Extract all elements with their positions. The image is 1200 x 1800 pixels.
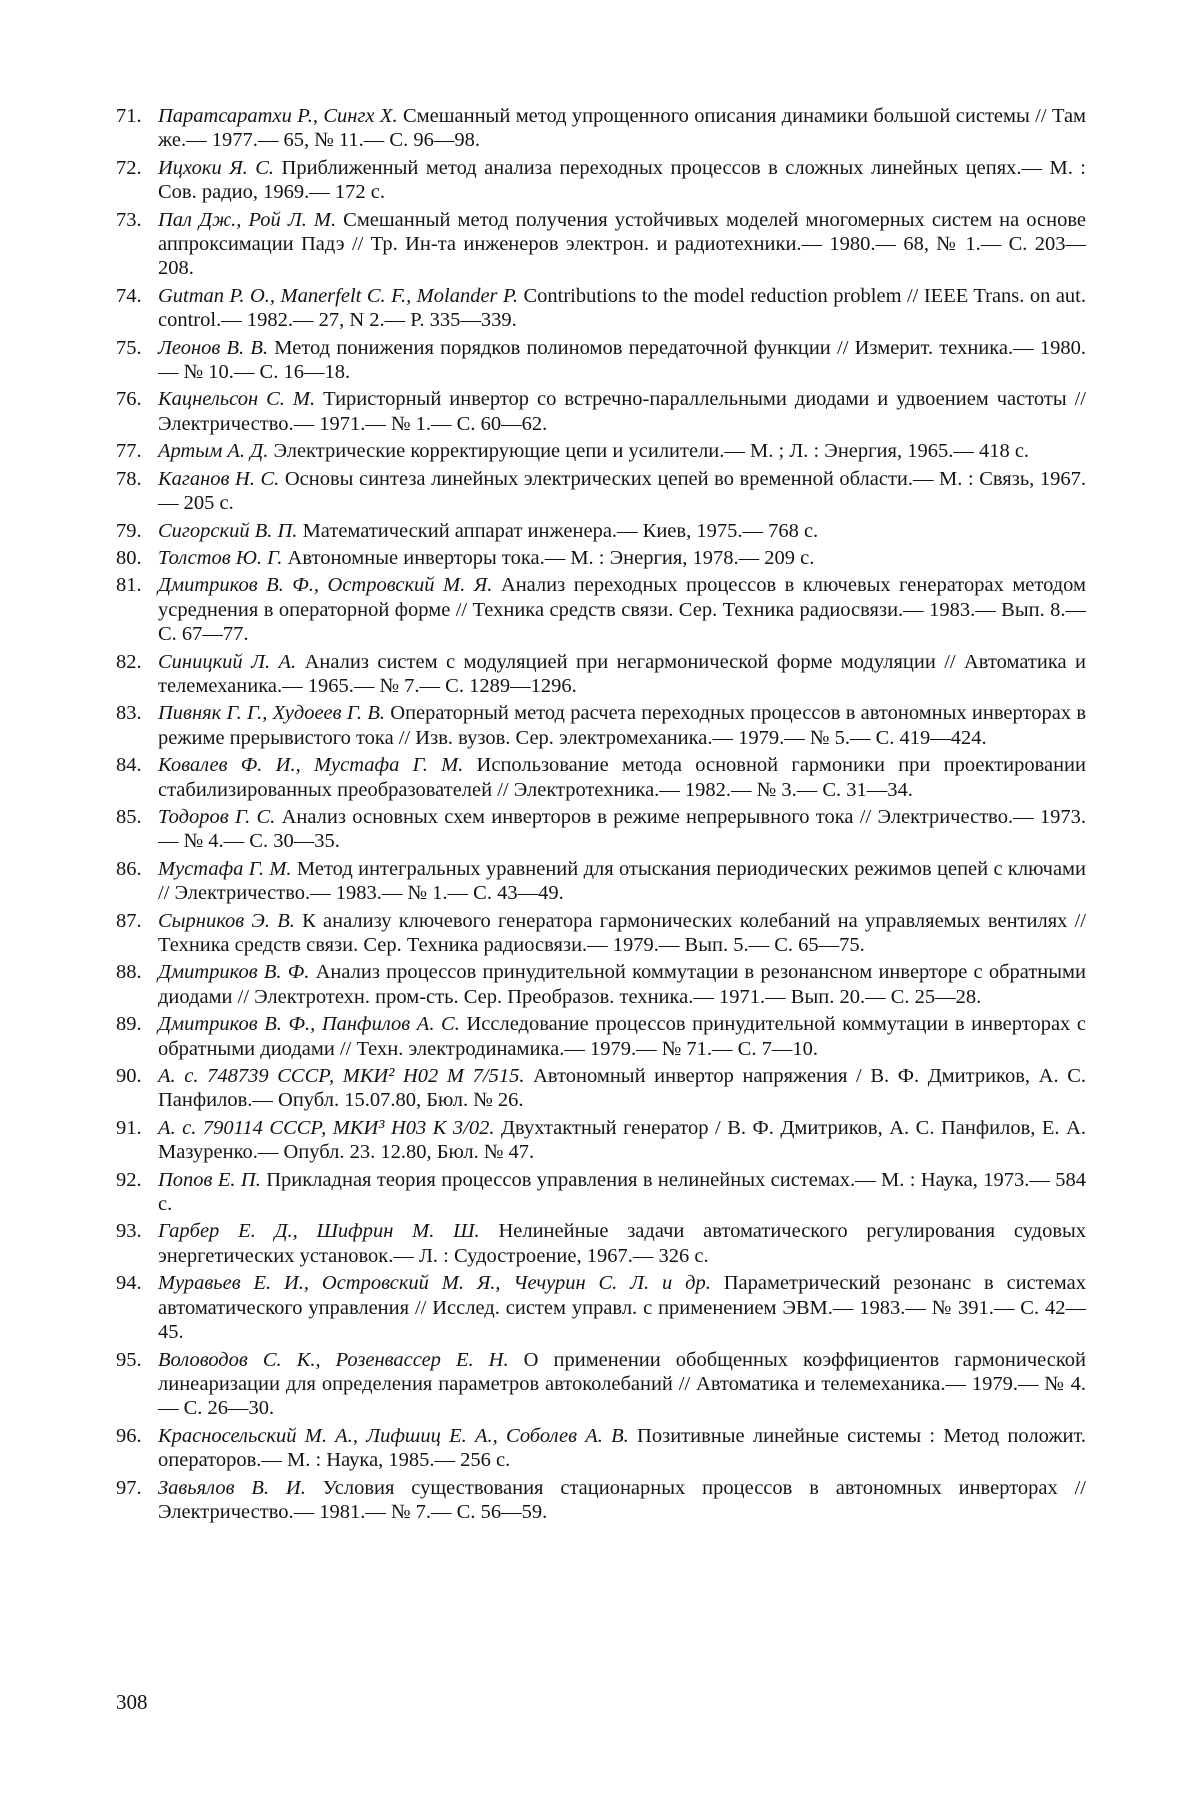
reference-item [116, 1476, 1086, 1525]
reference-text: Использование метода основной гармоники при проектировании стабилизированных преобразователей // Электротехника.— 1982.— № 3.— С. 31—34. [158, 754, 1086, 801]
reference-number: 92. [116, 1168, 142, 1191]
reference-number: 76. [116, 388, 142, 411]
reference-item [116, 519, 1086, 543]
reference-number: 90. [116, 1065, 142, 1088]
reference-item [116, 805, 1086, 854]
reference-authors: Дмитриков В. Ф., Островский М. Я. [158, 574, 493, 597]
reference-item [116, 701, 1086, 750]
reference-number: 78. [116, 467, 142, 490]
reference-item [116, 387, 1086, 436]
reference-number: 86. [116, 857, 142, 880]
reference-authors: Дмитриков В. Ф., Панфилов А. С. [158, 1013, 460, 1036]
reference-text: Двухтактный генератор / В. Ф. Дмитриков, А. С. Панфилов, Е. А. Мазуренко.— Опубл. 23. 12.80, Бюл. № 47. [158, 1116, 1087, 1164]
reference-text: Исследование процессов принудительной коммутации в инверторах с обратными диодами // Техн. электродинамика.— 1979.— № 71.— С. 7—10. [158, 1013, 1086, 1060]
reference-number: 81. [116, 574, 142, 597]
reference-text: Contributions to the model reduction problem // IEEE Trans. on aut. control.— 1982.— 27, N 2.— P. 335—339. [158, 284, 1087, 332]
reference-authors: Дмитриков В. Ф. [158, 961, 310, 984]
reference-number: 84. [116, 754, 142, 777]
reference-item [116, 857, 1086, 906]
reference-text: Анализ систем с модуляцией при негармонической форме модуляции // Автоматика и телемеханика.— 1965.— № 7.— С. 1289—1296. [158, 650, 1086, 697]
reference-text: Автономный инвертор напряжения / В. Ф. Дмитриков, А. С. Панфилов.— Опубл. 15.07.80, Бюл. № 26. [158, 1065, 1086, 1112]
reference-item [116, 467, 1086, 516]
reference-authors: Ковалев Ф. И., Мустафа Г. М. [158, 754, 464, 777]
reference-authors: Пивняк Г. Г., Худоеев Г. В. [158, 702, 385, 725]
reference-text: Смешанный метод получения устойчивых моделей многомерных систем на основе аппроксимации Падэ // Тр. Ин-та инженеров электрон. и радиотехники.— 1980.— 68, № 1.— С. 203—208. [158, 208, 1086, 280]
reference-text: Автономные инверторы тока.— М. : Энергия, 1978.— 209 с. [287, 546, 815, 569]
reference-item [116, 336, 1086, 385]
reference-authors: А. с. 790114 СССР, МКИ³ Н03 К 3/02. [158, 1116, 495, 1139]
reference-authors: Паратсаратхи Р., Сингх Х. [158, 105, 398, 127]
reference-authors: Гарбер Е. Д., Шифрин М. Ш. [158, 1220, 480, 1243]
reference-item [116, 909, 1086, 958]
reference-item [116, 1064, 1086, 1113]
reference-authors: Пал Дж., Рой Л. М. [158, 208, 337, 231]
reference-item [116, 1168, 1086, 1217]
reference-authors: Красносельский М. А., Лифшиц Е. А., Соболев А. В. [158, 1424, 629, 1447]
reference-item [116, 1219, 1086, 1268]
reference-item [116, 156, 1086, 205]
reference-number: 80. [116, 546, 142, 569]
reference-item [116, 753, 1086, 802]
reference-authors: Воловодов С. К., Розенвассер Е. Н. [158, 1348, 509, 1371]
reference-authors: Толстов Ю. Г. [158, 546, 283, 569]
reference-item [116, 439, 1086, 463]
reference-number: 93. [116, 1220, 142, 1243]
reference-authors: Сырников Э. В. [158, 909, 295, 932]
reference-item [116, 960, 1086, 1009]
reference-text: Приближенный метод анализа переходных процессов в сложных линейных цепях.— М. : Сов. радио, 1969.— 172 с. [158, 156, 1086, 204]
reference-number: 96. [116, 1424, 142, 1447]
reference-number: 71. [116, 105, 142, 127]
reference-number: 72. [116, 156, 142, 179]
reference-number: 73. [116, 208, 142, 231]
reference-text: О применении обобщенных коэффициентов гармонической линеаризации для определения параметров автоколебаний // Автоматика и телемеханика.— 1979.— № 4.— С. 26—30. [158, 1348, 1087, 1420]
reference-number: 89. [116, 1013, 142, 1036]
reference-authors: Gutman P. O., Manerfelt C. F., Molander P. [158, 284, 518, 307]
reference-authors: Артым А. Д. [158, 440, 269, 463]
reference-authors: А. с. 748739 СССР, МКИ² Н02 М 7/515. [158, 1065, 525, 1088]
reference-number: 74. [116, 284, 142, 307]
reference-number: 77. [116, 440, 142, 463]
reference-item [116, 104, 1086, 153]
reference-authors: Муравьев Е. И., Островский М. Я., Чечурин С. Л. и др. [158, 1272, 711, 1295]
reference-text: Анализ основных схем инверторов в режиме непрерывного тока // Электричество.— 1973.— № 4.— С. 30—35. [158, 805, 1086, 853]
reference-number: 88. [116, 961, 142, 984]
reference-item [116, 1116, 1086, 1165]
reference-text: Математический аппарат инженера.— Киев, 1975.— 768 с. [302, 519, 819, 542]
reference-number: 75. [116, 336, 142, 359]
reference-text: Основы синтеза линейных электрических цепей во временной области.— М. : Связь, 1967.— 205 с. [158, 467, 1086, 515]
reference-item [116, 1424, 1086, 1473]
reference-item [116, 546, 1086, 570]
reference-number: 91. [116, 1116, 142, 1139]
reference-text: Электрические корректирующие цепи и усилители.— М. ; Л. : Энергия, 1965.— 418 с. [273, 440, 1030, 463]
reference-authors: Попов Е. П. [158, 1168, 261, 1191]
reference-number: 94. [116, 1272, 142, 1295]
reference-text: Параметрический резонанс в системах автоматического управления // Исслед. систем управл. с применением ЭВМ.— 1983.— № 391.— С. 42—45. [158, 1272, 1086, 1344]
reference-text: Нелинейные задачи автоматического регулирования судовых энергетических установок.— Л. : Судостроение, 1967.— 326 с. [158, 1220, 1087, 1267]
reference-text: Анализ процессов принудительной коммутации в резонансном инверторе с обратными диодами // Электротехн. пром-сть. Сер. Преобразов. техника.— 1971.— Вып. 20.— С. 25—28. [158, 961, 1086, 1008]
reference-authors: Тодоров Г. С. [158, 805, 276, 828]
reference-item [116, 284, 1086, 333]
reference-number: 82. [116, 650, 142, 673]
reference-item [116, 1012, 1086, 1061]
reference-text: Метод интегральных уравнений для отыскания периодических режимов цепей с ключами // Электричество.— 1983.— № 1.— С. 43—49. [158, 857, 1086, 905]
reference-text: К анализу ключевого генератора гармонических колебаний на управляемых вентилях // Техника средств связи. Сер. Техника радиосвязи.— 1979.— Вып. 5.— С. 65—75. [158, 909, 1087, 956]
reference-item [116, 208, 1086, 281]
reference-authors: Сигорский В. П. [158, 519, 298, 542]
reference-text: Тиристорный инвертор со встречно-параллельными диодами и удвоением частоты // Электричество.— 1971.— № 1.— С. 60—62. [158, 388, 1087, 435]
reference-authors: Леонов В. В. [158, 336, 269, 359]
reference-authors: Завьялов В. И. [158, 1476, 306, 1499]
reference-authors: Мустафа Г. М. [158, 857, 292, 880]
reference-text: Операторный метод расчета переходных процессов в автономных инверторах в режиме прерывистого тока // Изв. вузов. Сер. электромеханика.— 1979.— № 5.— С. 419—424. [158, 702, 1087, 749]
reference-text: Условия существования стационарных процессов в автономных инверторах // Электричество.— 1981.— № 7.— С. 56—59. [158, 1476, 1086, 1523]
reference-text: Анализ переходных процессов в ключевых генераторах методом усреднения в операторной форме // Техника средств связи. Сер. Техника радиосвязи.— 1983.— Вып. 8.— С. 67—77. [158, 574, 1087, 646]
reference-item [116, 650, 1086, 699]
page-number: 308 [116, 1690, 148, 1714]
reference-text: Метод понижения порядков полиномов передаточной функции // Измерит. техника.— 1980.— № 10.— С. 16—18. [158, 336, 1087, 384]
reference-item [116, 1271, 1086, 1344]
reference-text: Смешанный метод упрощенного описания динамики большой системы // Там же.— 1977.— 65, № 11.— С. 96—98. [158, 105, 1087, 152]
reference-item [116, 1348, 1086, 1421]
reference-item [116, 573, 1086, 646]
reference-number: 85. [116, 805, 142, 828]
reference-text: Прикладная теория процессов управления в нелинейных системах.— М. : Наука, 1973.— 584 с. [158, 1168, 1087, 1216]
reference-authors: Ицхоки Я. С. [158, 156, 275, 179]
reference-number: 79. [116, 519, 142, 542]
reference-number: 87. [116, 909, 142, 932]
reference-authors: Кацнельсон С. М. [158, 388, 316, 411]
reference-authors: Каганов Н. С. [158, 467, 280, 490]
reference-authors: Синицкий Л. А. [158, 650, 297, 673]
reference-list [116, 104, 1086, 1527]
reference-number: 83. [116, 702, 142, 725]
reference-text: Позитивные линейные системы : Метод положит. операторов.— М. : Наука, 1985.— 256 с. [158, 1424, 1087, 1472]
reference-number: 95. [116, 1348, 142, 1371]
reference-number: 97. [116, 1476, 142, 1499]
